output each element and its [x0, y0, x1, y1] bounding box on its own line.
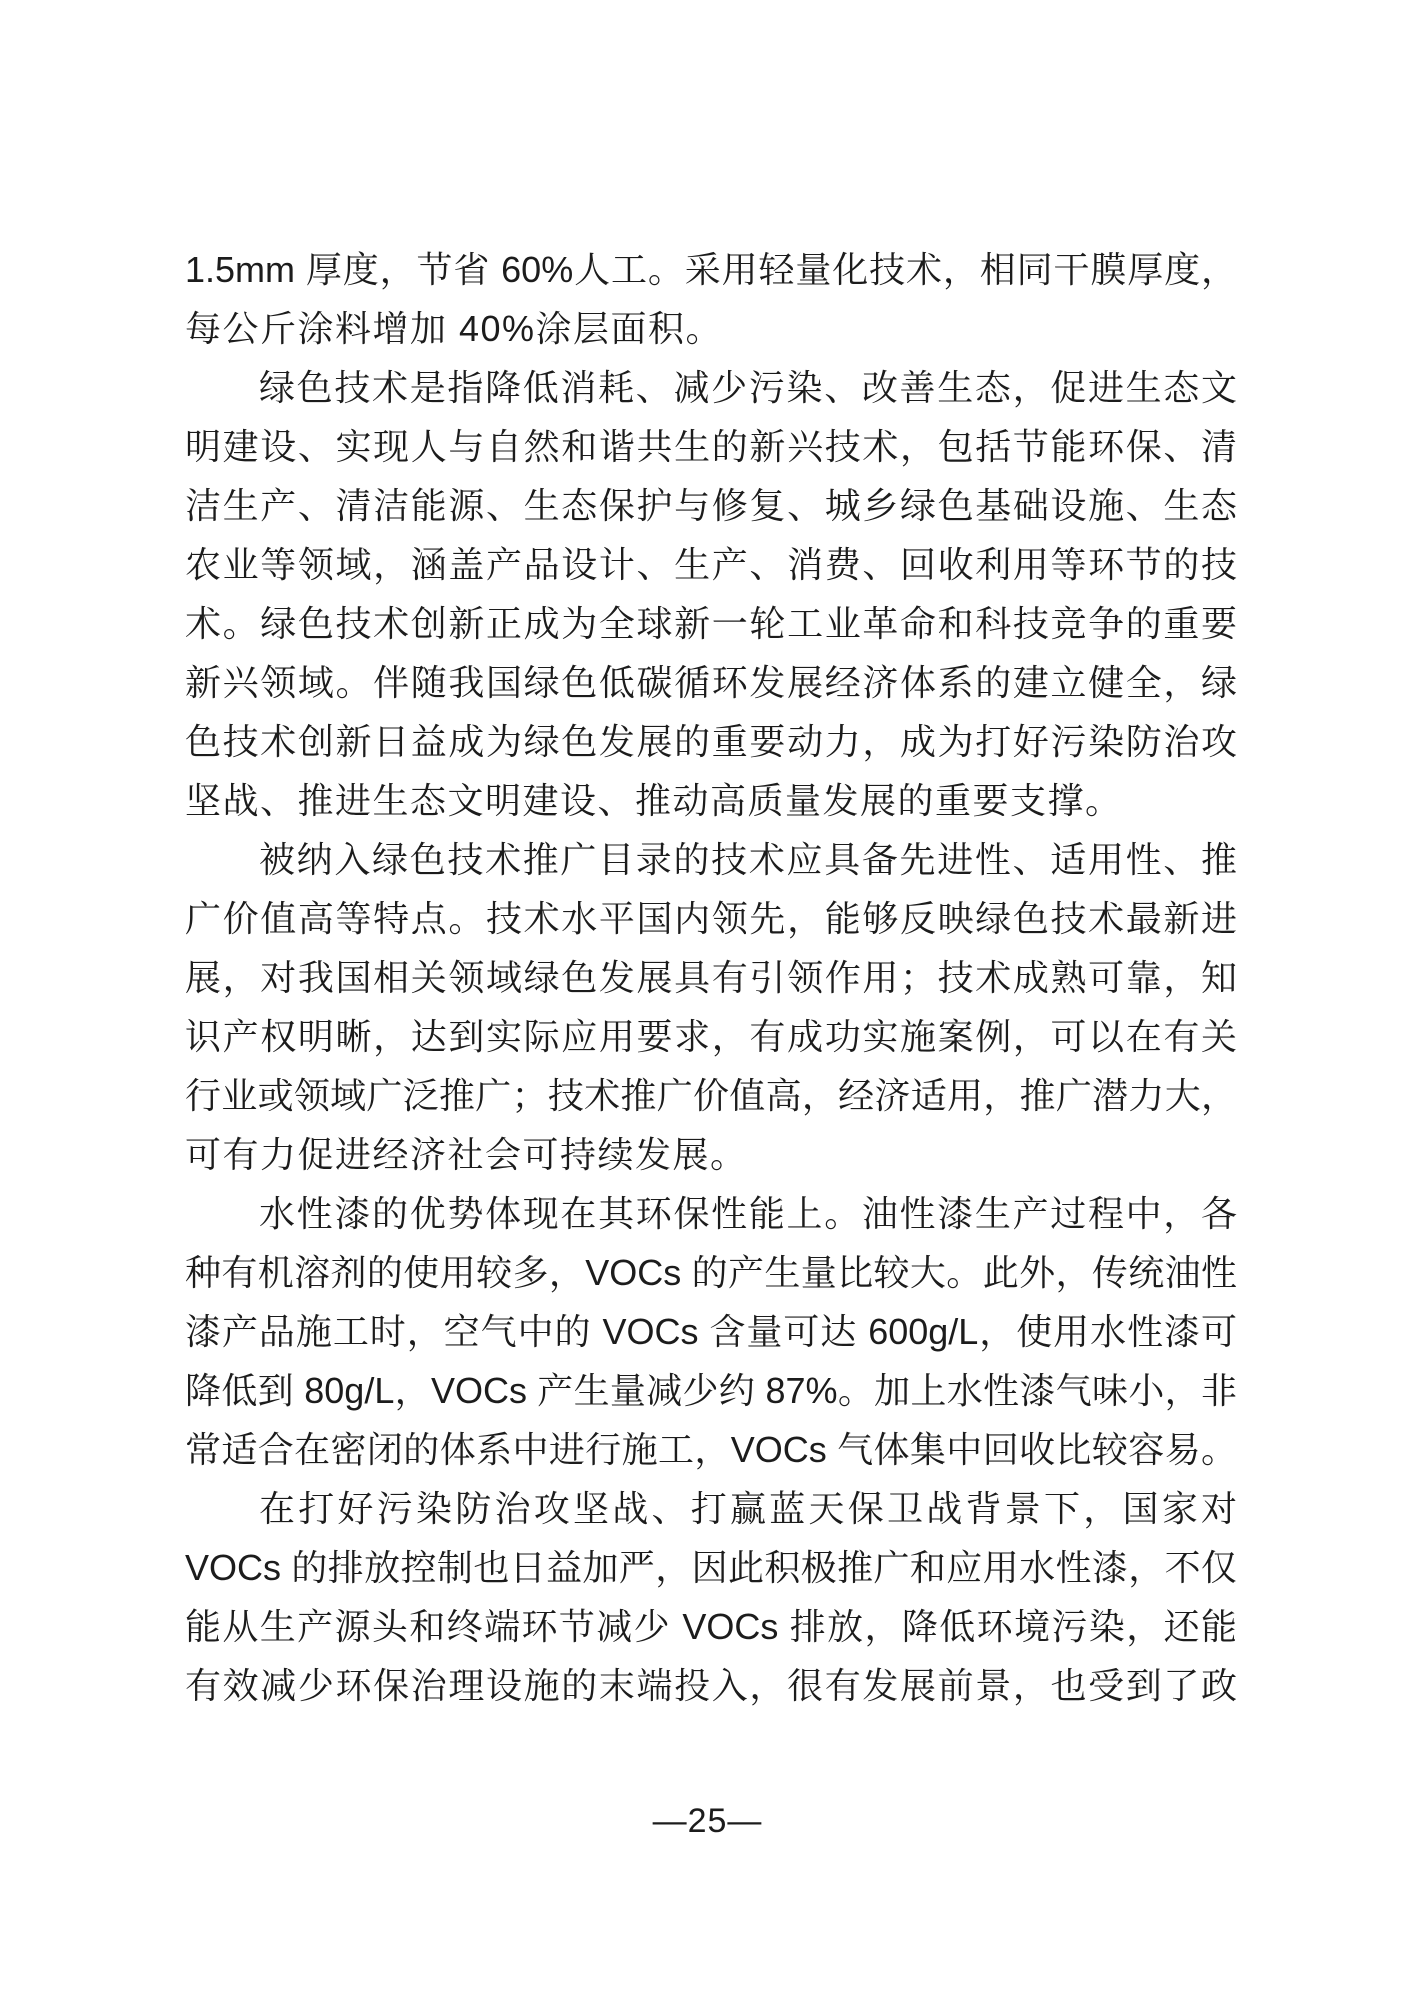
text-line: 新兴领域。伴随我国绿色低碳循环发展经济体系的建立健全，绿: [185, 662, 1237, 703]
text-line: 种有机溶剂的使用较多，VOCs 的产生量比较大。此外，传统油性: [185, 1252, 1237, 1293]
text-line: 农业等领域，涵盖产品设计、生产、消费、回收利用等环节的技: [185, 544, 1237, 585]
text-line: 在打好污染防治攻坚战、打赢蓝天保卫战背景下，国家对: [259, 1488, 1237, 1529]
text-line: VOCs 的排放控制也日益加严，因此积极推广和应用水性漆，不仅: [185, 1547, 1237, 1588]
text-line: 识产权明晰，达到实际应用要求，有成功实施案例，可以在有关: [185, 1016, 1237, 1057]
text-line: 可有力促进经济社会可持续发展。: [185, 1134, 748, 1175]
text-line: 广价值高等特点。技术水平国内领先，能够反映绿色技术最新进: [185, 898, 1237, 939]
text-line: 降低到 80g/L，VOCs 产生量减少约 87%。加上水性漆气味小，非: [185, 1370, 1237, 1411]
page-text: [185, 240, 1237, 1715]
text-line: 漆产品施工时，空气中的 VOCs 含量可达 600g/L，使用水性漆可: [185, 1311, 1237, 1352]
text-line: 色技术创新日益成为绿色发展的重要动力，成为打好污染防治攻: [185, 721, 1237, 762]
text-line: 坚战、推进生态文明建设、推动高质量发展的重要支撑。: [185, 780, 1123, 821]
text-line: 水性漆的优势体现在其环保性能上。油性漆生产过程中，各: [259, 1193, 1237, 1234]
page-number: —25—: [652, 1802, 763, 1840]
text-line: 1.5mm 厚度，节省 60%人工。采用轻量化技术，相同干膜厚度，: [185, 249, 1237, 290]
text-line: 常适合在密闭的体系中进行施工，VOCs 气体集中回收比较容易。: [185, 1429, 1237, 1470]
text-line: 行业或领域广泛推广；技术推广价值高，经济适用，推广潜力大，: [185, 1075, 1237, 1116]
text-line: 有效减少环保治理设施的末端投入，很有发展前景，也受到了政: [185, 1665, 1237, 1706]
text-line: 能从生产源头和终端环节减少 VOCs 排放，降低环境污染，还能: [185, 1606, 1237, 1647]
text-line: 术。绿色技术创新正成为全球新一轮工业革命和科技竞争的重要: [185, 603, 1237, 644]
text-line: 展，对我国相关领域绿色发展具有引领作用；技术成熟可靠，知: [185, 957, 1237, 998]
text-line: 绿色技术是指降低消耗、减少污染、改善生态，促进生态文: [259, 367, 1237, 408]
text-line: 每公斤涂料增加 40%涂层面积。: [185, 308, 724, 349]
text-line: 被纳入绿色技术推广目录的技术应具备先进性、适用性、推: [259, 839, 1237, 880]
text-line: 洁生产、清洁能源、生态保护与修复、城乡绿色基础设施、生态: [185, 485, 1237, 526]
text-line: 明建设、实现人与自然和谐共生的新兴技术，包括节能环保、清: [185, 426, 1237, 467]
